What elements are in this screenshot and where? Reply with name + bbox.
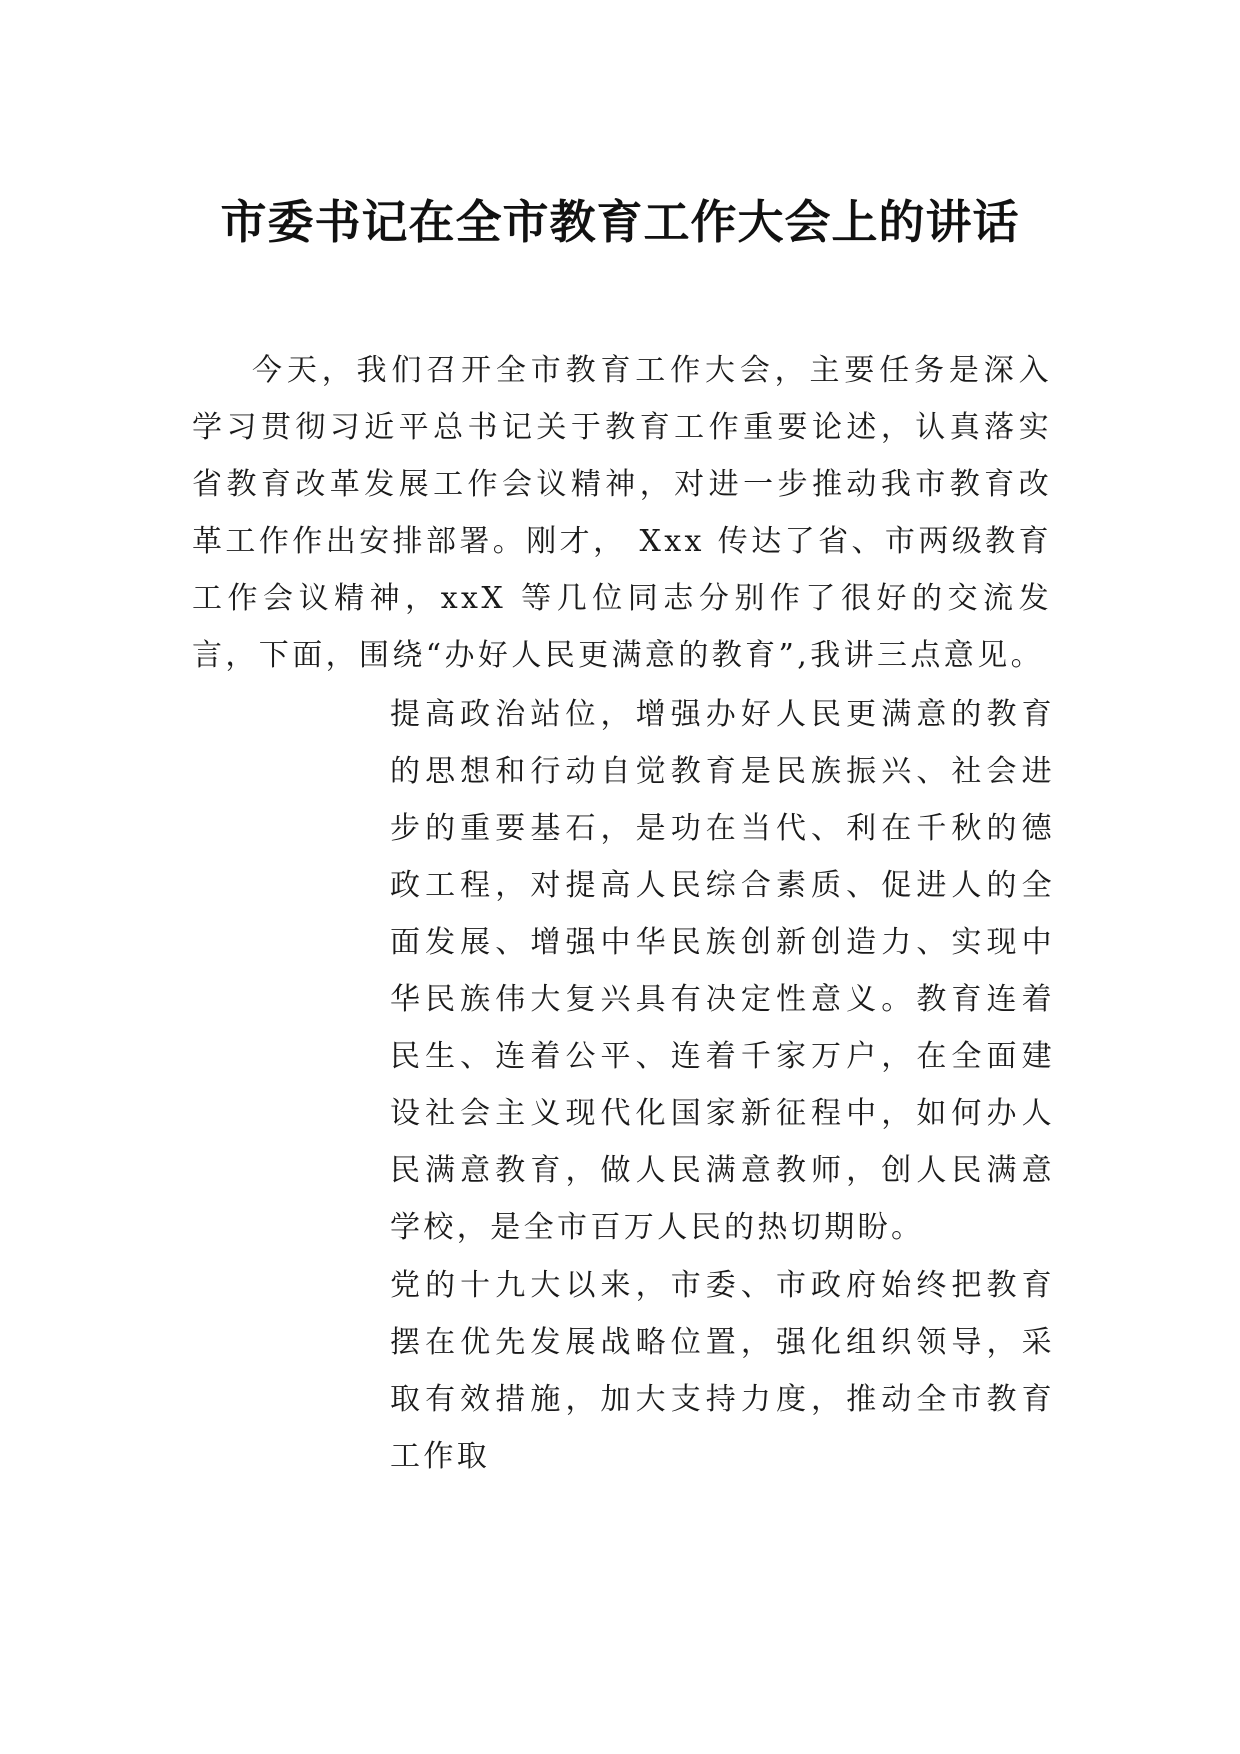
section-paragraph-2: 党的十九大以来，市委、市政府始终把教育摆在优先发展战略位置，强化组织领导，采取有效措施，加大支持力度，推动全市教育工作取 bbox=[390, 1268, 1055, 1474]
section-paragraph-1: 提高政治站位，增强办好人民更满意的教育的思想和行动自觉教育是民族振兴、社会进步的重要基石，是功在当代、利在千秋的德政工程，对提高人民综合素质、促进人的全面发展、增强中华民族创新创造力、实现中华民族伟大复兴具有决定性意义。教育连着民生、连着公平、连着千家万户，在全面建设社会主义现代化国家新征程中，如何办人民满意教育，做人民满意教师，创人民满意学校，是全市百万人民的热切期盼。 bbox=[390, 697, 1055, 1245]
intro-paragraph: 今天，我们召开全市教育工作大会，主要任务是深入学习贯彻习近平总书记关于教育工作重要论述，认真落实省教育改革发展工作会议精神，对进一步推动我市教育改革工作作出安排部署。刚才， Xxx 传达了省、市两级教育工作会议精神，xxX 等几位同志分别作了很好的交流发言，下面，围绕“办好人民更满意的教育”,我讲三点意见。 bbox=[192, 353, 1052, 673]
document-title: 市委书记在全市教育工作大会上的讲话 bbox=[220, 195, 1020, 249]
